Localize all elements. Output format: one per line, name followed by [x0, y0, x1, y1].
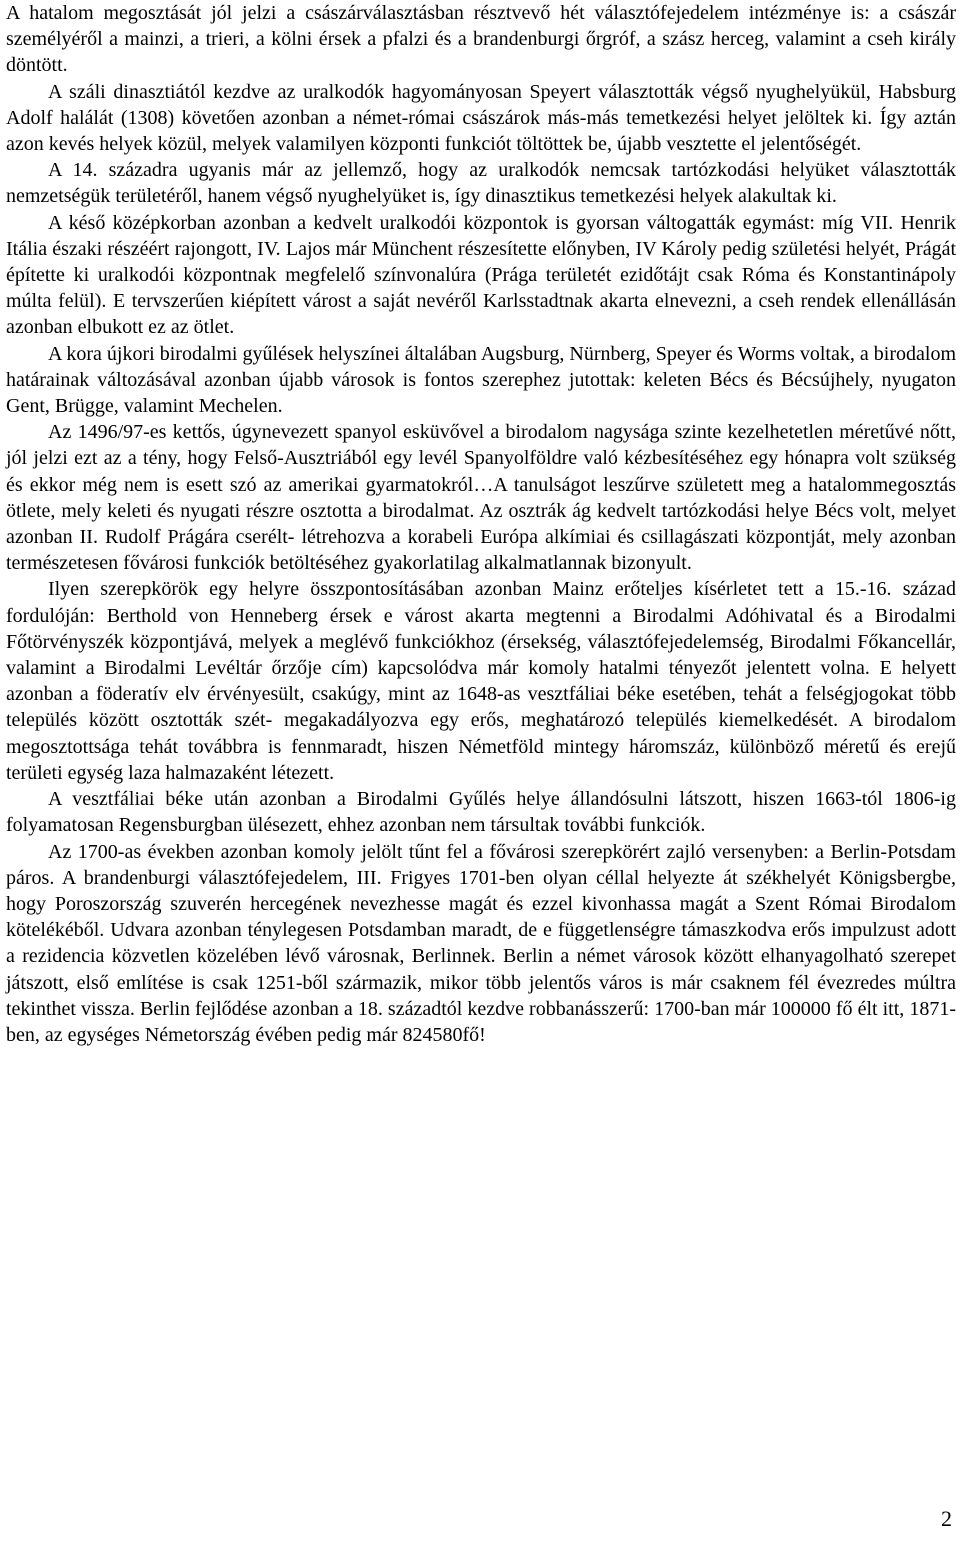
paragraph: A késő középkorban azonban a kedvelt uralkodói központok is gyorsan váltogatták egymást: míg VII. Henrik Itália északi részéért rajongott, IV. Lajos már Münchent részesítette előnyben, IV Károly pedig születési helyét, Prágát építette ki uralkodói központnak megfelelő színvonalúra (Prága területét ezidőtájt csak Róma és Konstantinápoly múlta felül). E tervszerűen kiépített várost a saját nevéről Karlsstadtnak akarta elnevezni, a cseh rendek ellenállásán azonban elbukott ez az ötlet. — [6, 211, 956, 339]
document-page — [6, 0, 956, 1048]
paragraph: A vesztfáliai béke után azonban a Birodalmi Gyűlés helye állandósulni látszott, hiszen 1663-tól 1806-ig folyamatosan Regensburgban ülésezett, ehhez azonban nem társultak további funkciók. — [6, 788, 956, 837]
paragraph: Az 1700-as években azonban komoly jelölt tűnt fel a fővárosi szerepkörért zajló versenyben: a Berlin-Potsdam páros. A brandenburgi választófejedelem, III. Frigyes 1701-ben olyan céllal helyezte át székhelyét Königsbergbe, hogy Poroszország szuverén hercegének nevezhesse magát és ezzel kivonhassa magát a Szent Római Birodalom kötelékéből. Udvara azonban ténylegesen Potsdamban maradt, de e függetlenségre támaszkodva erős impulzust adott a rezidencia közvetlen közelében lévő városnak, Berlinnek. Berlin a német városok között elhanyagolható szerepet játszott, első említése is csak 1251-ből származik, mikor több jelentős város is már csaknem fél évezredes múltra tekinthet vissza. Berlin fejlődése azonban a 18. századtól kezdve robbanásszerű: 1700-ban már 100000 fő élt itt, 1871-ben, az egységes Németország évében pedig már 824580fő! — [6, 840, 956, 1046]
paragraph: A 14. századra ugyanis már az jellemző, hogy az uralkodók nemcsak tartózkodási helyüket választották nemzetségük területéről, hanem végső nyughelyüket is, így dinasztikus temetkezési helyek alakultak ki. — [6, 159, 956, 208]
paragraph: A kora újkori birodalmi gyűlések helyszínei általában Augsburg, Nürnberg, Speyer és Worms voltak, a birodalom határainak változásával azonban újabb városok is fontos szerephez jutottak: keleten Bécs és Bécsújhely, nyugaton Gent, Brügge, valamint Mechelen. — [6, 342, 956, 418]
paragraph: A száli dinasztiától kezdve az uralkodók hagyományosan Speyert választották végső nyughelyükül, Habsburg Adolf halálát (1308) követően azonban a német-római császárok más-más temetkezési helyet jelöltek ki. Így aztán azon kevés helyek közül, melyek valamilyen központi funkciót töltöttek be, újabb vesztette el jelentőségét. — [6, 80, 956, 156]
paragraph: A hatalom megosztását jól jelzi a császárválasztásban résztvevő hét választófejedelem intézménye is: a császár személyéről a mainzi, a trieri, a kölni érsek a pfalzi és a brandenburgi őrgróf, a szász herceg, valamint a cseh király döntött. — [6, 2, 956, 77]
paragraph: Az 1496/97-es kettős, úgynevezett spanyol esküvővel a birodalom nagysága szinte kezelhetetlen méretűvé nőtt, jól jelzi ezt az a tény, hogy Felső-Ausztriából egy levél Spanyolföldre való kézbesítéséhez egy hónapra volt szükség és ekkor még nem is esett szó az amerikai gyarmatokról…A tanulságot leszűrve született meg a hatalommegosztás ötlete, mely keleti és nyugati részre osztotta a birodalmat. Az osztrák ág kedvelt tartózkodási helye Bécs volt, melyet azonban II. Rudolf Prágára cserélt- létrehozva a korabeli Európa alkímiai és csillagászati központját, mely azonban természetesen fővárosi funkciók betöltéséhez gyakorlatilag alkalmatlannak bizonyult. — [6, 421, 956, 575]
page-number: 2 — [941, 1506, 952, 1531]
paragraph: Ilyen szerepkörök egy helyre összpontosításában azonban Mainz erőteljes kísérletet tett a 15.-16. század fordulóján: Berthold von Henneberg érsek e várost akarta megtenni a Birodalmi Adóhivatal és a Birodalmi Főtörvényszék központjává, melyek a meglévő funkciókhoz (érsekség, választófejedelemség, Birodalmi Főkancellár, valamint a Birodalmi Levéltár őrzője cím) kapcsolódva már komoly hatalmi tényezőt jelentett volna. E helyett azonban a föderatív elv érvényesült, csakúgy, mint az 1648-as vesztfáliai béke esetében, tehát a felségjogokat több település között osztották szét- megakadályozva egy erős, meghatározó település kiemelkedését. A birodalom megosztottsága tehát továbbra is fennmaradt, hiszen Németföld mintegy háromszáz, különböző méretű és erejű területi egység laza halmazaként létezett. — [6, 578, 956, 784]
